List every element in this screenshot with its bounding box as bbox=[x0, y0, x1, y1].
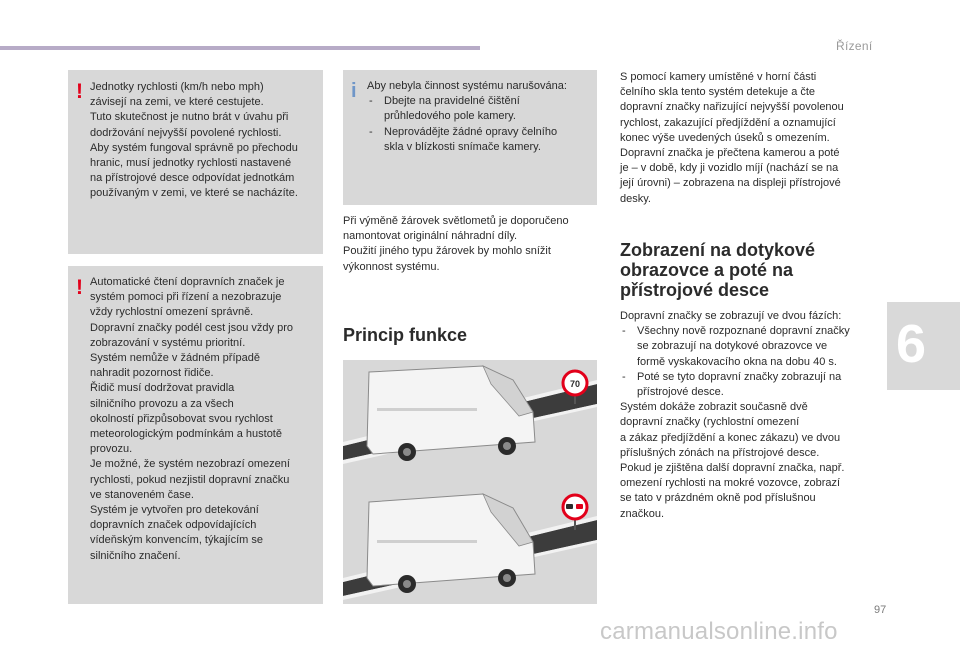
text-line: Neprovádějte žádné opravy čelního bbox=[384, 125, 558, 138]
text-line: Všechny nově rozpoznané dopravní značky bbox=[637, 325, 850, 338]
text-line: rychlosti, pokud nezjistil dopravní značku bbox=[90, 473, 290, 486]
list-dash: - bbox=[369, 125, 373, 138]
van-upper bbox=[367, 366, 535, 461]
text-line: Systém dokáže zobrazit současně dvě bbox=[620, 401, 808, 414]
text-line: Dopravní značka je přečtena kamerou a poté bbox=[620, 147, 840, 160]
info-list bbox=[367, 94, 595, 155]
text-line: dodržování nejvyšší povolené rychlosti. bbox=[90, 126, 282, 139]
text-line: silničního značení. bbox=[90, 549, 181, 562]
warning-text-recognition bbox=[90, 275, 320, 564]
text-line: okolností přizpůsobovat svou rychlost bbox=[90, 412, 273, 425]
text-line: Při výměně žárovek světlometů je doporučeno bbox=[343, 215, 569, 227]
traffic-sign-illustration bbox=[343, 360, 597, 604]
list-item bbox=[620, 324, 882, 370]
text-line: ve stanoveném čase. bbox=[90, 488, 194, 501]
text-line: namontovat originální náhradní díly. bbox=[343, 230, 518, 243]
display-heading bbox=[620, 240, 815, 300]
text-line: desky. bbox=[620, 192, 651, 205]
text-line: závisejí na zemi, ve které cestujete. bbox=[90, 96, 264, 109]
info-box-camera-care bbox=[343, 70, 597, 205]
text-line: vždy rychlostní omezení správně. bbox=[90, 306, 254, 319]
list-dash: - bbox=[622, 325, 626, 338]
text-line: čelního skla tento systém detekuje a čte bbox=[620, 86, 816, 99]
text-line: Je možné, že systém nezobrazí omezení bbox=[90, 458, 290, 471]
text-line: je – v době, kdy ji vozidlo míjí (nachází se na bbox=[620, 162, 839, 175]
text-line: výkonnost systému. bbox=[343, 260, 440, 273]
list-item bbox=[367, 94, 595, 124]
text-line: se tato v prázdném okně pod příslušnou bbox=[620, 492, 816, 505]
warning-text-units bbox=[90, 80, 320, 202]
speed-limit-value: 70 bbox=[569, 379, 581, 389]
text-line: silničního provozu a za všech bbox=[90, 397, 234, 410]
illustration-drawing bbox=[343, 360, 597, 604]
info-intro: Aby nebyla činnost systému narušována: bbox=[367, 80, 567, 92]
section-title: Řízení bbox=[836, 39, 873, 53]
text-line: Tuto skutečnost je nutno brát v úvahu při bbox=[90, 111, 289, 124]
display-paragraph bbox=[620, 309, 882, 522]
list-dash: - bbox=[369, 95, 373, 108]
watermark-text: carmanualsonline.info bbox=[600, 618, 838, 645]
text-line: průhledového pole kamery. bbox=[384, 110, 516, 123]
principle-heading: Princip funkce bbox=[343, 325, 468, 345]
text-line: Aby systém fungoval správně po přechodu bbox=[90, 141, 298, 154]
heading-line: obrazovce a poté na bbox=[620, 260, 794, 280]
header-rule bbox=[0, 46, 480, 50]
camera-paragraph bbox=[620, 70, 882, 207]
list-dash: - bbox=[622, 370, 626, 383]
text-line: hranic, musí jednotky rychlosti nastavené bbox=[90, 157, 292, 170]
display-phase-list bbox=[620, 324, 882, 400]
text-line: příslušných zónách na přístrojové desce. bbox=[620, 446, 820, 459]
text-line: Pokud je zjištěna další dopravní značka, např. bbox=[620, 462, 845, 475]
text-line: se zobrazují na dotykové obrazovce ve bbox=[637, 340, 828, 353]
text-line: Poté se tyto dopravní značky zobrazují na bbox=[637, 370, 842, 383]
text-line: dopravní značky (rychlostní omezení bbox=[620, 416, 800, 429]
text-line: Řidič musí dodržovat pravidla bbox=[90, 382, 235, 395]
text-line: Systém nemůže v žádném případě bbox=[90, 352, 260, 365]
bulbs-paragraph bbox=[343, 214, 601, 275]
text-line: Systém je vytvořen pro detekování bbox=[90, 504, 259, 517]
text-line: skla v blízkosti snímače kamery. bbox=[384, 140, 541, 153]
text-line: rychlost, zakazující předjíždění a oznamující bbox=[620, 116, 836, 129]
van-lower bbox=[367, 494, 535, 593]
chapter-number: 6 bbox=[896, 314, 927, 374]
text-line: meteorologickým podmínkám a hustotě bbox=[90, 428, 282, 441]
warning-icon: ! bbox=[76, 276, 83, 299]
info-icon: i bbox=[351, 80, 357, 102]
text-line: vídeňským konvencím, týkajícím se bbox=[90, 534, 263, 547]
text-line: systém pomoci při řízení a nezobrazuje bbox=[90, 291, 282, 304]
text-line: Dbejte na pravidelné čištění bbox=[384, 95, 520, 108]
list-item bbox=[620, 370, 882, 400]
text-line: její úrovni) – zobrazena na displeji přístrojové bbox=[620, 177, 841, 190]
text-line: Použití jiného typu žárovek by mohlo snížit bbox=[343, 245, 551, 258]
text-line: nahradit pozornost řidiče. bbox=[90, 367, 214, 380]
text-line: na přístrojové desce odpovídat jednotkám bbox=[90, 172, 295, 185]
list-item bbox=[367, 125, 595, 155]
display-intro: Dopravní značky se zobrazují ve dvou fázích: bbox=[620, 310, 842, 322]
page-number: 97 bbox=[874, 604, 887, 616]
warning-box-units bbox=[68, 70, 323, 254]
text-line: přístrojové desce. bbox=[637, 386, 724, 399]
text-line: formě vyskakovacího okna na dobu 40 s. bbox=[637, 355, 837, 368]
text-line: používaným v zemi, ve které se nacházíte. bbox=[90, 187, 298, 200]
text-line: Jednotky rychlosti (km/h nebo mph) bbox=[90, 81, 264, 93]
text-line: omezení rychlosti na mokré vozovce, zobrazí bbox=[620, 477, 841, 490]
text-line: a zákaz předjíždění a konec zákazu) ve dvou bbox=[620, 431, 841, 444]
heading-line: přístrojové desce bbox=[620, 280, 770, 300]
warning-icon: ! bbox=[76, 80, 83, 103]
text-line: Dopravní značky podél cest jsou vždy pro bbox=[90, 321, 293, 334]
text-line: značkou. bbox=[620, 507, 665, 520]
text-line: konec výše uvedených úseků s omezením. bbox=[620, 131, 830, 144]
text-line: S pomocí kamery umístěné v horní části bbox=[620, 71, 817, 83]
heading-line: Zobrazení na dotykové bbox=[620, 240, 816, 260]
text-line: zobrazování v systému prioritní. bbox=[90, 336, 246, 349]
text-line: dopravních značek odpovídajících bbox=[90, 519, 257, 532]
text-line: dopravní značky nařizující nejvyšší povolenou bbox=[620, 101, 844, 114]
info-text bbox=[367, 79, 595, 155]
text-line: provozu. bbox=[90, 443, 133, 456]
warning-box-recognition bbox=[68, 266, 323, 604]
text-line: Automatické čtení dopravních značek je bbox=[90, 276, 285, 288]
